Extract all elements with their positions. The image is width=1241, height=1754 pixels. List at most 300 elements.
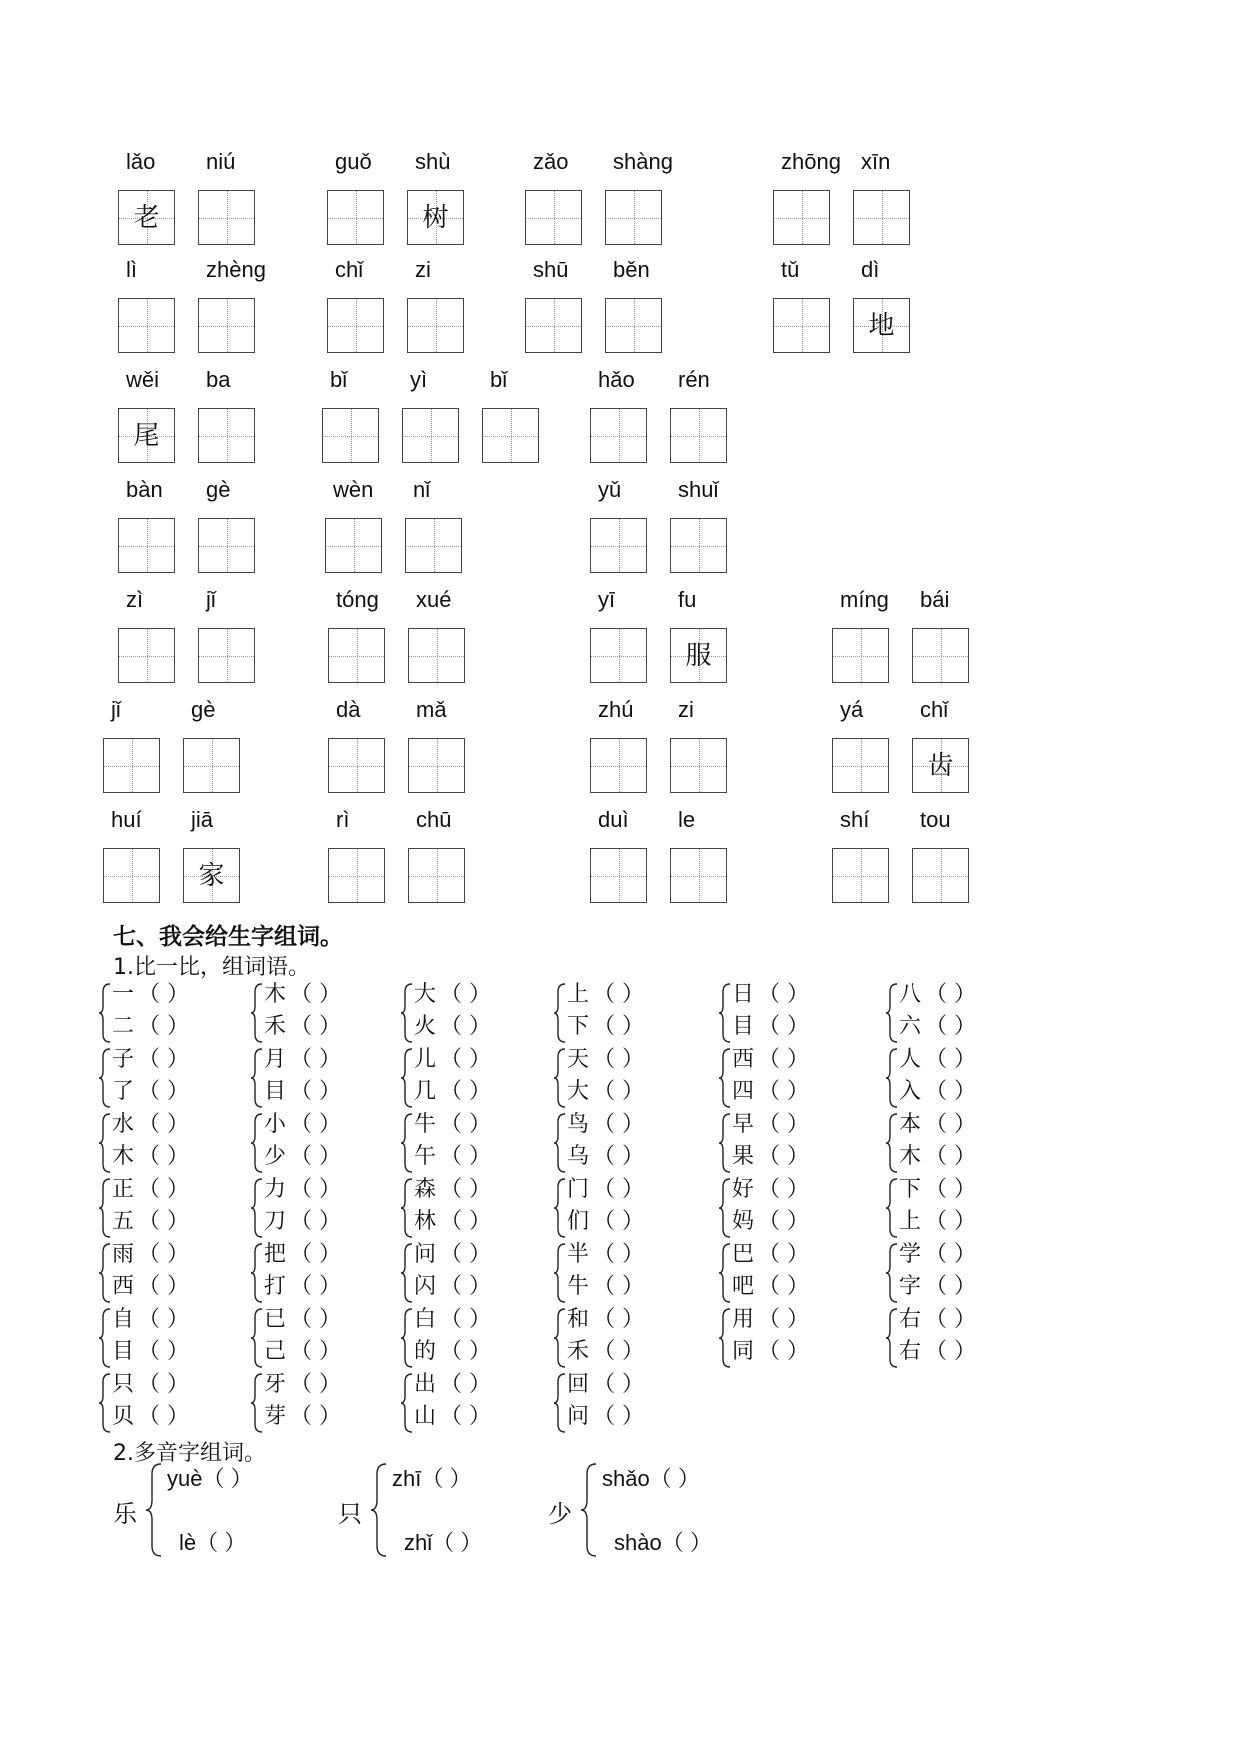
writing-box[interactable] [832, 848, 889, 903]
writing-box[interactable] [322, 408, 379, 463]
compare-row[interactable] [112, 1077, 224, 1107]
compare-row[interactable] [264, 1272, 376, 1302]
answer-blank[interactable]: （ ） [138, 1242, 189, 1267]
compare-character: 好 [732, 1177, 755, 1202]
writing-box[interactable] [328, 738, 385, 793]
answer-blank[interactable]: （ ） [138, 982, 189, 1007]
compare-row[interactable] [899, 1142, 1011, 1172]
compare-row[interactable] [112, 1370, 224, 1400]
compare-row[interactable] [264, 1142, 376, 1172]
compare-character: 门 [567, 1177, 590, 1202]
compare-row[interactable] [732, 1272, 844, 1302]
answer-blank[interactable]: （ ） [138, 1014, 189, 1039]
answer-blank[interactable]: （ ） [593, 1372, 644, 1397]
answer-blank[interactable]: （ ） [202, 1466, 253, 1491]
writing-box[interactable] [408, 628, 465, 683]
pinyin-label: shuǐ [678, 477, 719, 502]
writing-box[interactable] [912, 848, 969, 903]
compare-row[interactable] [732, 1012, 844, 1042]
answer-blank[interactable]: （ ） [290, 1274, 341, 1299]
compare-row[interactable] [567, 980, 679, 1010]
compare-row[interactable] [732, 1142, 844, 1172]
compare-row[interactable] [112, 1045, 224, 1075]
answer-blank[interactable]: （ ） [758, 1307, 809, 1332]
compare-row[interactable] [567, 1402, 679, 1432]
answer-blank[interactable]: （ ） [758, 1209, 809, 1234]
pinyin-label: bái [920, 587, 950, 612]
answer-blank[interactable]: （ ） [290, 1112, 341, 1137]
answer-blank[interactable]: （ ） [925, 1339, 976, 1364]
writing-box[interactable] [670, 408, 727, 463]
compare-row[interactable] [112, 980, 224, 1010]
answer-blank[interactable]: （ ） [138, 1339, 189, 1364]
compare-row[interactable] [567, 1142, 679, 1172]
answer-blank[interactable]: （ ） [138, 1372, 189, 1397]
pinyin-label: wěi [126, 367, 160, 392]
compare-pair [400, 1305, 545, 1369]
answer-blank[interactable]: （ ） [925, 1047, 976, 1072]
compare-row[interactable] [414, 980, 526, 1010]
compare-row[interactable] [264, 1240, 376, 1270]
given-character: 服 [685, 641, 712, 671]
answer-blank[interactable]: （ ） [593, 1274, 644, 1299]
compare-row[interactable] [567, 1240, 679, 1270]
writing-box[interactable] [325, 518, 382, 573]
writing-box[interactable] [773, 298, 830, 353]
compare-character: 五 [112, 1209, 135, 1234]
pinyin-label: dì [861, 257, 880, 282]
compare-row[interactable] [899, 1337, 1011, 1367]
answer-blank[interactable]: （ ） [440, 1372, 491, 1397]
pinyin-label: lǎo [126, 149, 156, 174]
compare-row[interactable] [112, 1110, 224, 1140]
compare-character: 们 [567, 1209, 590, 1234]
answer-blank[interactable]: （ ） [440, 1112, 491, 1137]
answer-blank[interactable]: （ ） [421, 1466, 472, 1491]
compare-row[interactable] [567, 1077, 679, 1107]
compare-row[interactable] [899, 1240, 1011, 1270]
answer-blank[interactable]: （ ） [593, 1177, 644, 1202]
compare-row[interactable] [264, 1305, 376, 1335]
writing-box[interactable] [327, 190, 384, 245]
writing-box[interactable] [670, 628, 727, 683]
compare-row[interactable] [732, 1207, 844, 1237]
writing-box[interactable] [198, 408, 255, 463]
brace-icon [885, 982, 899, 1044]
answer-blank[interactable]: （ ） [290, 1209, 341, 1234]
compare-pair [400, 1240, 545, 1304]
compare-row[interactable] [414, 1370, 526, 1400]
writing-box[interactable] [590, 738, 647, 793]
answer-blank[interactable]: （ ） [196, 1530, 247, 1555]
compare-pair [553, 1110, 698, 1174]
compare-row[interactable] [112, 1272, 224, 1302]
answer-blank[interactable]: （ ） [290, 1144, 341, 1169]
answer-blank[interactable]: （ ） [440, 1339, 491, 1364]
answer-blank[interactable]: （ ） [925, 1242, 976, 1267]
compare-character: 芽 [264, 1404, 287, 1429]
writing-box[interactable] [118, 518, 175, 573]
compare-row[interactable] [112, 1305, 224, 1335]
brace-icon [553, 1112, 567, 1174]
compare-row[interactable] [732, 980, 844, 1010]
writing-box[interactable] [670, 848, 727, 903]
compare-row[interactable] [732, 1077, 844, 1107]
writing-box[interactable] [103, 848, 160, 903]
compare-character: 少 [264, 1144, 287, 1169]
brace-icon [250, 1242, 264, 1304]
compare-pair [250, 1305, 395, 1369]
writing-box[interactable] [408, 848, 465, 903]
answer-blank[interactable]: （ ） [440, 1209, 491, 1234]
compare-row[interactable] [414, 1207, 526, 1237]
polyphone-reading-top[interactable] [392, 1462, 471, 1493]
answer-blank[interactable]: （ ） [758, 1274, 809, 1299]
writing-box[interactable] [118, 408, 175, 463]
compare-row[interactable] [732, 1110, 844, 1140]
brace-icon [553, 1307, 567, 1369]
writing-box[interactable] [912, 628, 969, 683]
answer-blank[interactable]: （ ） [138, 1177, 189, 1202]
writing-box[interactable] [590, 408, 647, 463]
pinyin-label: zhèng [206, 257, 266, 282]
answer-blank[interactable]: （ ） [925, 1014, 976, 1039]
answer-blank[interactable]: （ ） [925, 1307, 976, 1332]
pinyin-label: duì [598, 807, 629, 832]
answer-blank[interactable]: （ ） [758, 1339, 809, 1364]
compare-row[interactable] [112, 1012, 224, 1042]
compare-character: 打 [264, 1274, 287, 1299]
answer-blank[interactable]: （ ） [138, 1307, 189, 1332]
compare-character: 牛 [567, 1274, 590, 1299]
compare-row[interactable] [112, 1175, 224, 1205]
answer-blank[interactable]: （ ） [925, 1274, 976, 1299]
writing-box[interactable] [590, 518, 647, 573]
answer-blank[interactable]: （ ） [593, 1144, 644, 1169]
compare-row[interactable] [264, 1012, 376, 1042]
compare-row[interactable] [414, 1175, 526, 1205]
compare-row[interactable] [264, 1370, 376, 1400]
answer-blank[interactable]: （ ） [593, 1079, 644, 1104]
compare-row[interactable] [899, 1012, 1011, 1042]
compare-row[interactable] [414, 1142, 526, 1172]
answer-blank[interactable]: （ ） [758, 1047, 809, 1072]
pinyin-label: bǐ [490, 367, 508, 392]
answer-blank[interactable]: （ ） [290, 1307, 341, 1332]
writing-box[interactable] [525, 298, 582, 353]
brace-icon [250, 1177, 264, 1239]
compare-row[interactable] [567, 1012, 679, 1042]
brace-icon [885, 1242, 899, 1304]
compare-character: 一 [112, 982, 135, 1007]
answer-blank[interactable]: （ ） [290, 1014, 341, 1039]
writing-box[interactable] [183, 848, 240, 903]
compare-row[interactable] [414, 1305, 526, 1335]
answer-blank[interactable]: （ ） [440, 1047, 491, 1072]
compare-row[interactable] [264, 1045, 376, 1075]
compare-character: 几 [414, 1079, 437, 1104]
pinyin-label: lè [179, 1530, 197, 1555]
writing-box[interactable] [198, 298, 255, 353]
answer-blank[interactable]: （ ） [758, 1144, 809, 1169]
answer-blank[interactable]: （ ） [290, 1339, 341, 1364]
compare-character: 的 [414, 1339, 437, 1364]
answer-blank[interactable]: （ ） [925, 1079, 976, 1104]
answer-blank[interactable]: （ ） [138, 1274, 189, 1299]
answer-blank[interactable]: （ ） [758, 1242, 809, 1267]
compare-character: 吧 [732, 1274, 755, 1299]
compare-row[interactable] [112, 1207, 224, 1237]
pinyin-label: yǔ [598, 477, 622, 502]
compare-row[interactable] [899, 1207, 1011, 1237]
pinyin-label: yuè [167, 1466, 203, 1491]
writing-box[interactable] [525, 190, 582, 245]
answer-blank[interactable]: （ ） [593, 1209, 644, 1234]
compare-row[interactable] [899, 1110, 1011, 1140]
answer-blank[interactable]: （ ） [925, 982, 976, 1007]
writing-box[interactable] [402, 408, 459, 463]
brace-icon [98, 1177, 112, 1239]
given-character: 家 [198, 861, 225, 891]
answer-blank[interactable]: （ ） [138, 1209, 189, 1234]
compare-row[interactable] [732, 1337, 844, 1367]
polyphone-reading-bottom[interactable] [404, 1526, 482, 1557]
compare-character: 已 [264, 1307, 287, 1332]
answer-blank[interactable]: （ ） [290, 1404, 341, 1429]
compare-row[interactable] [732, 1045, 844, 1075]
writing-box[interactable] [670, 518, 727, 573]
writing-box[interactable] [405, 518, 462, 573]
polyphone-reading-bottom[interactable] [179, 1526, 246, 1557]
compare-pair [98, 1370, 243, 1434]
pinyin-label: shí [840, 807, 870, 832]
writing-box[interactable] [853, 298, 910, 353]
compare-row[interactable] [264, 1207, 376, 1237]
compare-row[interactable] [264, 1110, 376, 1140]
answer-blank[interactable]: （ ） [440, 1177, 491, 1202]
writing-box[interactable] [183, 738, 240, 793]
compare-pair [98, 1110, 243, 1174]
writing-box[interactable] [118, 298, 175, 353]
writing-box[interactable] [327, 298, 384, 353]
compare-row[interactable] [414, 1110, 526, 1140]
brace-icon [718, 1112, 732, 1174]
compare-row[interactable] [567, 1207, 679, 1237]
writing-box[interactable] [832, 738, 889, 793]
compare-row[interactable] [264, 1402, 376, 1432]
answer-blank[interactable]: （ ） [440, 1014, 491, 1039]
pinyin-label: guǒ [335, 149, 372, 174]
answer-blank[interactable]: （ ） [925, 1112, 976, 1137]
writing-box[interactable] [198, 190, 255, 245]
pinyin-label: gè [206, 477, 231, 502]
answer-blank[interactable]: （ ） [593, 1307, 644, 1332]
compare-row[interactable] [899, 1305, 1011, 1335]
answer-blank[interactable]: （ ） [290, 1079, 341, 1104]
writing-box[interactable] [590, 848, 647, 903]
compare-row[interactable] [112, 1240, 224, 1270]
compare-character: 果 [732, 1144, 755, 1169]
compare-row[interactable] [567, 1305, 679, 1335]
pinyin-label: ba [206, 367, 231, 392]
writing-box[interactable] [773, 190, 830, 245]
compare-row[interactable] [567, 1370, 679, 1400]
writing-box[interactable] [482, 408, 539, 463]
polyphone-reading-top[interactable] [167, 1462, 253, 1493]
answer-blank[interactable]: （ ） [138, 1144, 189, 1169]
writing-box[interactable] [832, 628, 889, 683]
compare-pair [885, 1240, 1030, 1304]
compare-character: 己 [264, 1339, 287, 1364]
answer-blank[interactable]: （ ） [593, 982, 644, 1007]
compare-row[interactable] [414, 1012, 526, 1042]
pinyin-label: xué [416, 587, 452, 612]
answer-blank[interactable]: （ ） [758, 982, 809, 1007]
compare-row[interactable] [899, 1272, 1011, 1302]
answer-blank[interactable]: （ ） [432, 1530, 483, 1555]
writing-box[interactable] [590, 628, 647, 683]
compare-character: 自 [112, 1307, 135, 1332]
compare-row[interactable] [264, 1077, 376, 1107]
compare-row[interactable] [567, 1175, 679, 1205]
brace-icon [553, 1177, 567, 1239]
answer-blank[interactable]: （ ） [138, 1112, 189, 1137]
answer-blank[interactable]: （ ） [925, 1209, 976, 1234]
writing-box[interactable] [198, 518, 255, 573]
answer-blank[interactable]: （ ） [758, 1112, 809, 1137]
polyphone-reading-top[interactable] [602, 1462, 700, 1493]
answer-blank[interactable]: （ ） [440, 1079, 491, 1104]
compare-row[interactable] [567, 1337, 679, 1367]
writing-box[interactable] [408, 738, 465, 793]
compare-character: 四 [732, 1079, 755, 1104]
compare-row[interactable] [112, 1402, 224, 1432]
answer-blank[interactable]: （ ） [138, 1079, 189, 1104]
pinyin-label: le [678, 807, 696, 832]
compare-row[interactable] [414, 1337, 526, 1367]
pinyin-label: bǐ [330, 367, 348, 392]
pinyin-label: jǐ [206, 587, 216, 612]
compare-row[interactable] [567, 1045, 679, 1075]
given-character: 树 [422, 203, 449, 233]
writing-box[interactable] [328, 848, 385, 903]
compare-row[interactable] [732, 1305, 844, 1335]
writing-box[interactable] [103, 738, 160, 793]
answer-blank[interactable]: （ ） [758, 1177, 809, 1202]
compare-row[interactable] [899, 980, 1011, 1010]
answer-blank[interactable]: （ ） [440, 1274, 491, 1299]
compare-character: 闪 [414, 1274, 437, 1299]
answer-blank[interactable]: （ ） [649, 1466, 700, 1491]
compare-character: 午 [414, 1144, 437, 1169]
answer-blank[interactable]: （ ） [593, 1112, 644, 1137]
writing-box[interactable] [118, 628, 175, 683]
compare-row[interactable] [414, 1240, 526, 1270]
compare-row[interactable] [264, 1175, 376, 1205]
answer-blank[interactable]: （ ） [290, 982, 341, 1007]
writing-box[interactable] [407, 298, 464, 353]
compare-pair [553, 1175, 698, 1239]
compare-row[interactable] [899, 1175, 1011, 1205]
brace-icon [718, 1307, 732, 1369]
brace-icon [98, 1307, 112, 1369]
answer-blank[interactable]: （ ） [440, 1242, 491, 1267]
compare-row[interactable] [414, 1045, 526, 1075]
writing-box[interactable] [198, 628, 255, 683]
answer-blank[interactable]: （ ） [593, 1404, 644, 1429]
answer-blank[interactable]: （ ） [593, 1242, 644, 1267]
answer-blank[interactable]: （ ） [138, 1047, 189, 1072]
compare-pair [718, 980, 863, 1044]
compare-character: 学 [899, 1242, 922, 1267]
writing-box[interactable] [118, 190, 175, 245]
writing-box[interactable] [407, 190, 464, 245]
brace-icon [98, 1242, 112, 1304]
compare-character: 入 [899, 1079, 922, 1104]
answer-blank[interactable]: （ ） [440, 1144, 491, 1169]
compare-pair [250, 1240, 395, 1304]
polyphone-reading-bottom[interactable] [614, 1526, 712, 1557]
compare-row[interactable] [732, 1240, 844, 1270]
answer-blank[interactable]: （ ） [290, 1177, 341, 1202]
compare-character: 人 [899, 1047, 922, 1072]
writing-box[interactable] [605, 298, 662, 353]
pinyin-label: shù [415, 149, 451, 174]
answer-blank[interactable]: （ ） [593, 1339, 644, 1364]
compare-row[interactable] [414, 1272, 526, 1302]
answer-blank[interactable]: （ ） [758, 1014, 809, 1039]
answer-blank[interactable]: （ ） [661, 1530, 712, 1555]
compare-row[interactable] [414, 1077, 526, 1107]
brace-icon [400, 1372, 414, 1434]
answer-blank[interactable]: （ ） [593, 1014, 644, 1039]
compare-row[interactable] [732, 1175, 844, 1205]
compare-row[interactable] [414, 1402, 526, 1432]
writing-box[interactable] [853, 190, 910, 245]
compare-pair [400, 1370, 545, 1434]
answer-blank[interactable]: （ ） [138, 1404, 189, 1429]
answer-blank[interactable]: （ ） [593, 1047, 644, 1072]
brace-icon [250, 1372, 264, 1434]
writing-box[interactable] [328, 628, 385, 683]
answer-blank[interactable]: （ ） [290, 1372, 341, 1397]
writing-box[interactable] [670, 738, 727, 793]
compare-row[interactable] [899, 1045, 1011, 1075]
compare-row[interactable] [112, 1337, 224, 1367]
answer-blank[interactable]: （ ） [440, 982, 491, 1007]
compare-row[interactable] [567, 1272, 679, 1302]
answer-blank[interactable]: （ ） [290, 1047, 341, 1072]
compare-character: 林 [414, 1209, 437, 1234]
answer-blank[interactable]: （ ） [925, 1177, 976, 1202]
compare-row[interactable] [264, 1337, 376, 1367]
compare-row[interactable] [112, 1142, 224, 1172]
compare-row[interactable] [899, 1077, 1011, 1107]
compare-row[interactable] [264, 980, 376, 1010]
brace-icon [718, 1242, 732, 1304]
pinyin-label: mǎ [416, 697, 447, 722]
writing-box[interactable] [912, 738, 969, 793]
compare-character: 西 [732, 1047, 755, 1072]
answer-blank[interactable]: （ ） [758, 1079, 809, 1104]
answer-blank[interactable]: （ ） [440, 1404, 491, 1429]
answer-blank[interactable]: （ ） [290, 1242, 341, 1267]
compare-pair [400, 980, 545, 1044]
compare-row[interactable] [567, 1110, 679, 1140]
answer-blank[interactable]: （ ） [925, 1144, 976, 1169]
writing-box[interactable] [605, 190, 662, 245]
answer-blank[interactable]: （ ） [440, 1307, 491, 1332]
